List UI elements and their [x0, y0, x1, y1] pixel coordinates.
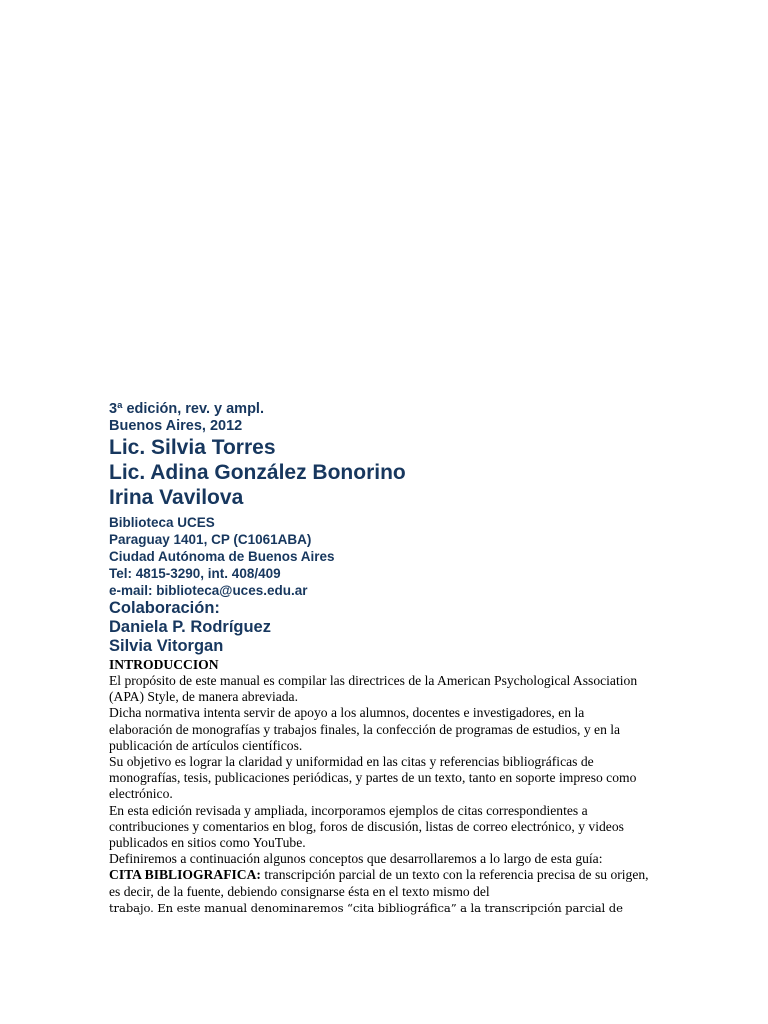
library-address: Paraguay 1401, CP (C1061ABA): [109, 532, 312, 547]
collaboration-label: Colaboración:: [109, 599, 220, 617]
library-email: e-mail: biblioteca@uces.edu.ar: [109, 583, 308, 598]
title-page-content: [109, 401, 649, 916]
edition-line: 3ª edición, rev. y ampl.: [109, 401, 264, 417]
author-2: Lic. Adina González Bonorino: [109, 461, 406, 484]
intro-paragraph-3: Su objetivo es lograr la claridad y uniformidad en las citas y referencias bibliográficas de monografías, tesis, publicaciones periódicas, y partes de un texto, tanto en soporte impreso como electrónico.: [109, 754, 637, 802]
definition-paragraph: [109, 867, 649, 899]
introduction-heading: INTRODUCCION: [109, 657, 219, 672]
collaborator-1: Daniela P. Rodríguez: [109, 618, 271, 636]
library-city: Ciudad Autónoma de Buenos Aires: [109, 549, 335, 564]
continuation-part-b: En este manual denominaremos “cita bibliográfica” a la transcripción parcial de: [153, 900, 623, 915]
intro-paragraph-2: Dicha normativa intenta servir de apoyo a los alumnos, docentes e investigadores, en la elaboración de monografías y trabajos finales, la confección de programas de estudios, y en la publicación de artículos científicos.: [109, 705, 621, 753]
place-year-line: Buenos Aires, 2012: [109, 418, 243, 434]
collaborator-2: Silvia Vitorgan: [109, 637, 224, 655]
definition-text: transcripción parcial de un texto con la referencia precisa de su origen, es decir, de la fuente, debiendo consignarse ésta en el texto mismo del: [109, 867, 649, 899]
intro-paragraph-1: El propósito de este manual es compilar las directrices de la American Psychological Association (APA) Style, de manera abreviada.: [109, 673, 638, 705]
library-phone: Tel: 4815-3290, int. 408/409: [109, 566, 281, 581]
library-name: Biblioteca UCES: [109, 515, 215, 530]
author-3: Irina Vavilova: [109, 486, 244, 509]
continuation-part-a: trabajo.: [109, 900, 154, 915]
definition-term: CITA BIBLIOGRAFICA:: [109, 867, 261, 883]
definition-continuation: [109, 900, 649, 916]
author-1: Lic. Silvia Torres: [109, 436, 276, 459]
intro-paragraph-5: Definiremos a continuación algunos conceptos que desarrollaremos a lo largo de esta guía:: [109, 851, 603, 867]
introduction-body: [109, 673, 649, 916]
intro-paragraph-4: En esta edición revisada y ampliada, incorporamos ejemplos de citas correspondientes a contribuciones y comentarios en blog, foros de discusión, listas de correo electrónico, y videos publicados en sitios como YouTube.: [109, 802, 624, 851]
